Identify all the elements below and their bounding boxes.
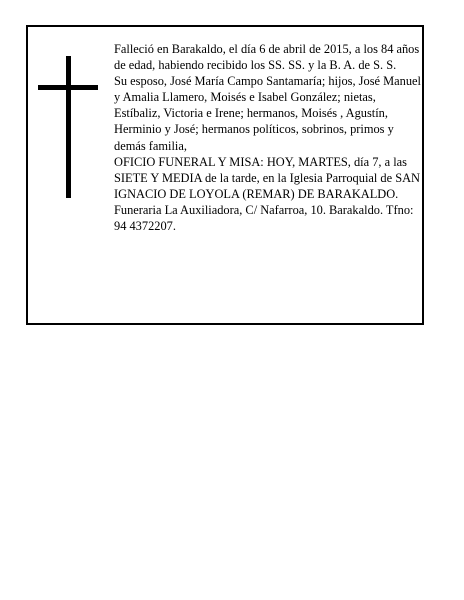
family-list: Su esposo, José María Campo Santamaría; hijos, José Manuel y Amalia Llamero, Moisés e Isabel González; nietas, Estíbaliz, Victoria e Irene; hermanos, Moisés , Agustín, Herminio y José; hermanos políticos, sobrinos, primos y demás familia, [114,74,421,153]
funeral-home-contact: Funeraria La Auxiliadora, C/ Nafarroa, 10. Barakaldo. Tfno: 94 4372207. [114,202,414,234]
cross-horizontal-bar [38,85,98,90]
latin-cross-icon [38,56,98,198]
death-announcement: Falleció en Barakaldo, el día 6 de abril de 2015, a los 84 años de edad, habiendo recibido los SS. SS. y la B. A. de S. S. [114,42,420,73]
cross-vertical-bar [66,56,71,198]
obituary-notice [26,25,424,325]
funeral-service-info: OFICIO FUNERAL Y MISA: HOY, MARTES, día 7, a las SIETE Y MEDIA de la tarde, en la Iglesia Parroquial de SAN IGNACIO DE LOYOLA (REMAR) DE BARAKALDO. [114,154,421,201]
obituary-text [114,41,422,234]
